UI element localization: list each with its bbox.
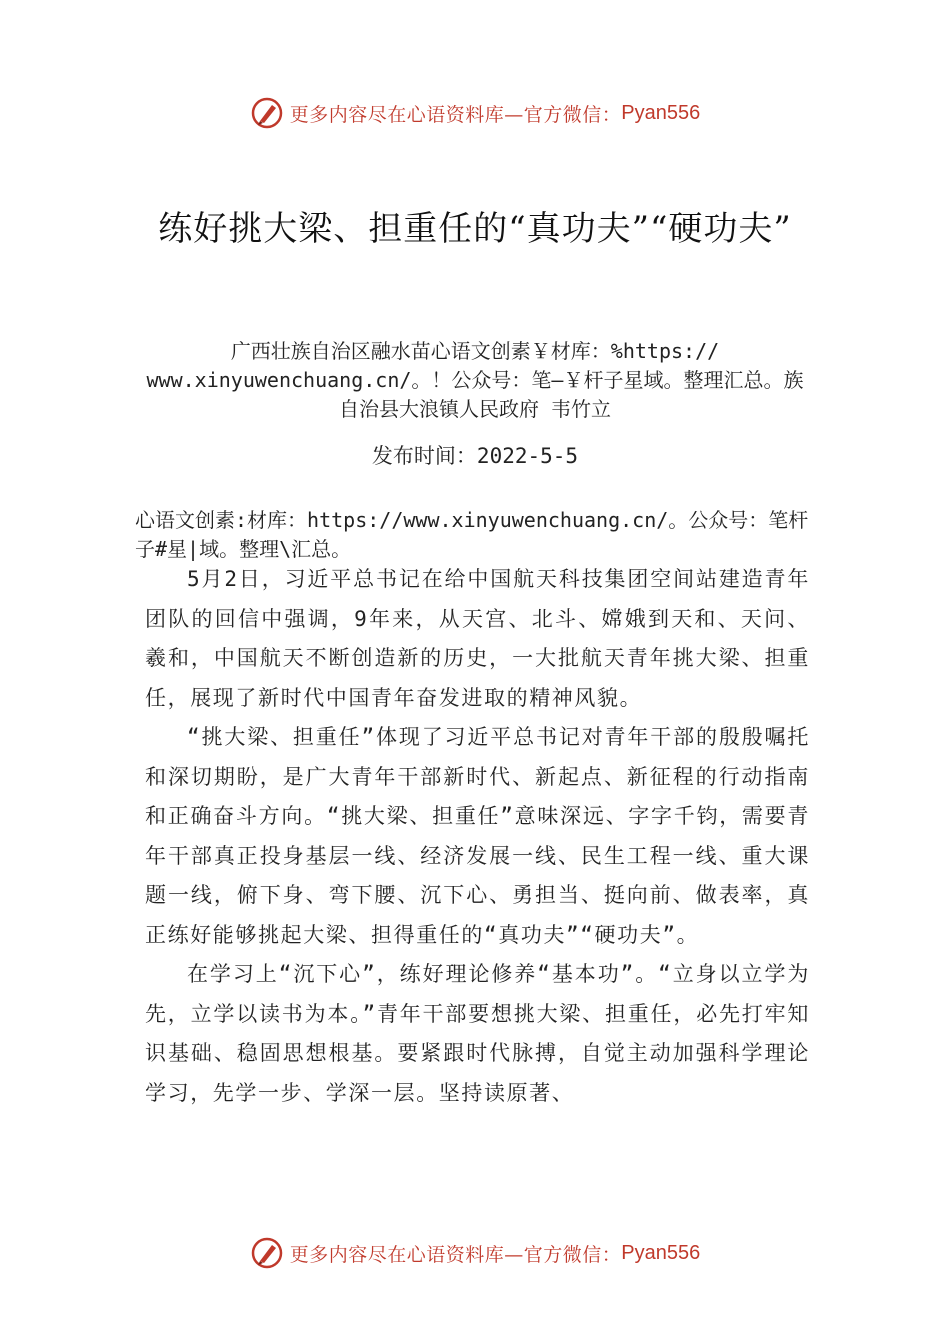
document-source: 广西壮族自治区融水苗心语文创素￥材库：%https:// www.xinyuwenchuang.cn/。！公众号：笔—￥杆子星域。整理汇总。族自治县大浪镇人民政府 韦竹立 [146, 339, 804, 421]
footer-banner [0, 1233, 950, 1273]
wechat-id: Pyan556 [621, 1241, 701, 1264]
paragraph: 5月2日，习近平总书记在给中国航天科技集团空间站建造青年团队的回信中强调，9年来，从天宫、北斗、嫦娥到天和、天问、羲和，中国航天不断创造新的历史，一大批航天青年挑大梁、担重任，展现了新时代中国青年奋发进取的精神风貌。 [145, 567, 810, 710]
banner-text: 更多内容尽在心语资料库—官方微信： [289, 103, 622, 126]
wechat-id: Pyan556 [621, 101, 701, 124]
document-title: 练好挑大梁、担重任的“真功夫”“硬功夫” [158, 209, 792, 249]
pen-circle-logo-icon [250, 1236, 284, 1270]
pen-circle-logo-icon [250, 96, 284, 130]
paragraph: 在学习上“沉下心”，练好理论修养“基本功”。“立身以立学为先，立学以读书为本。”青年干部要想挑大梁、担重任，必先打牢知识基础、稳固思想根基。要紧跟时代脉搏，自觉主动加强科学理论学习，先学一步、学深一层。坚持读原著、 [145, 962, 810, 1105]
paragraph: “挑大梁、担重任”体现了习近平总书记对青年干部的殷殷嘱托和深切期盼，是广大青年干部新时代、新起点、新征程的行动指南和正确奋斗方向。“挑大梁、担重任”意味深远、字字千钧，需要青年干部真正投身基层一线、经济发展一线、民生工程一线、重大课题一线，俯下身、弯下腰、沉下心、勇担当、挺向前、做表率，真正练好能够挑起大梁、担得重任的“真功夫”“硬功夫”。 [145, 725, 810, 947]
header-banner [0, 93, 950, 133]
document-body [145, 560, 810, 1113]
source-note: 心语文创素:材库：https://www.xinyuwenchuang.cn/。公众号：笔杆子#星|域。整理\汇总。 [135, 508, 809, 561]
publish-time: 发布时间：2022-5-5 [371, 444, 579, 468]
banner-text: 更多内容尽在心语资料库—官方微信： [289, 1243, 622, 1266]
